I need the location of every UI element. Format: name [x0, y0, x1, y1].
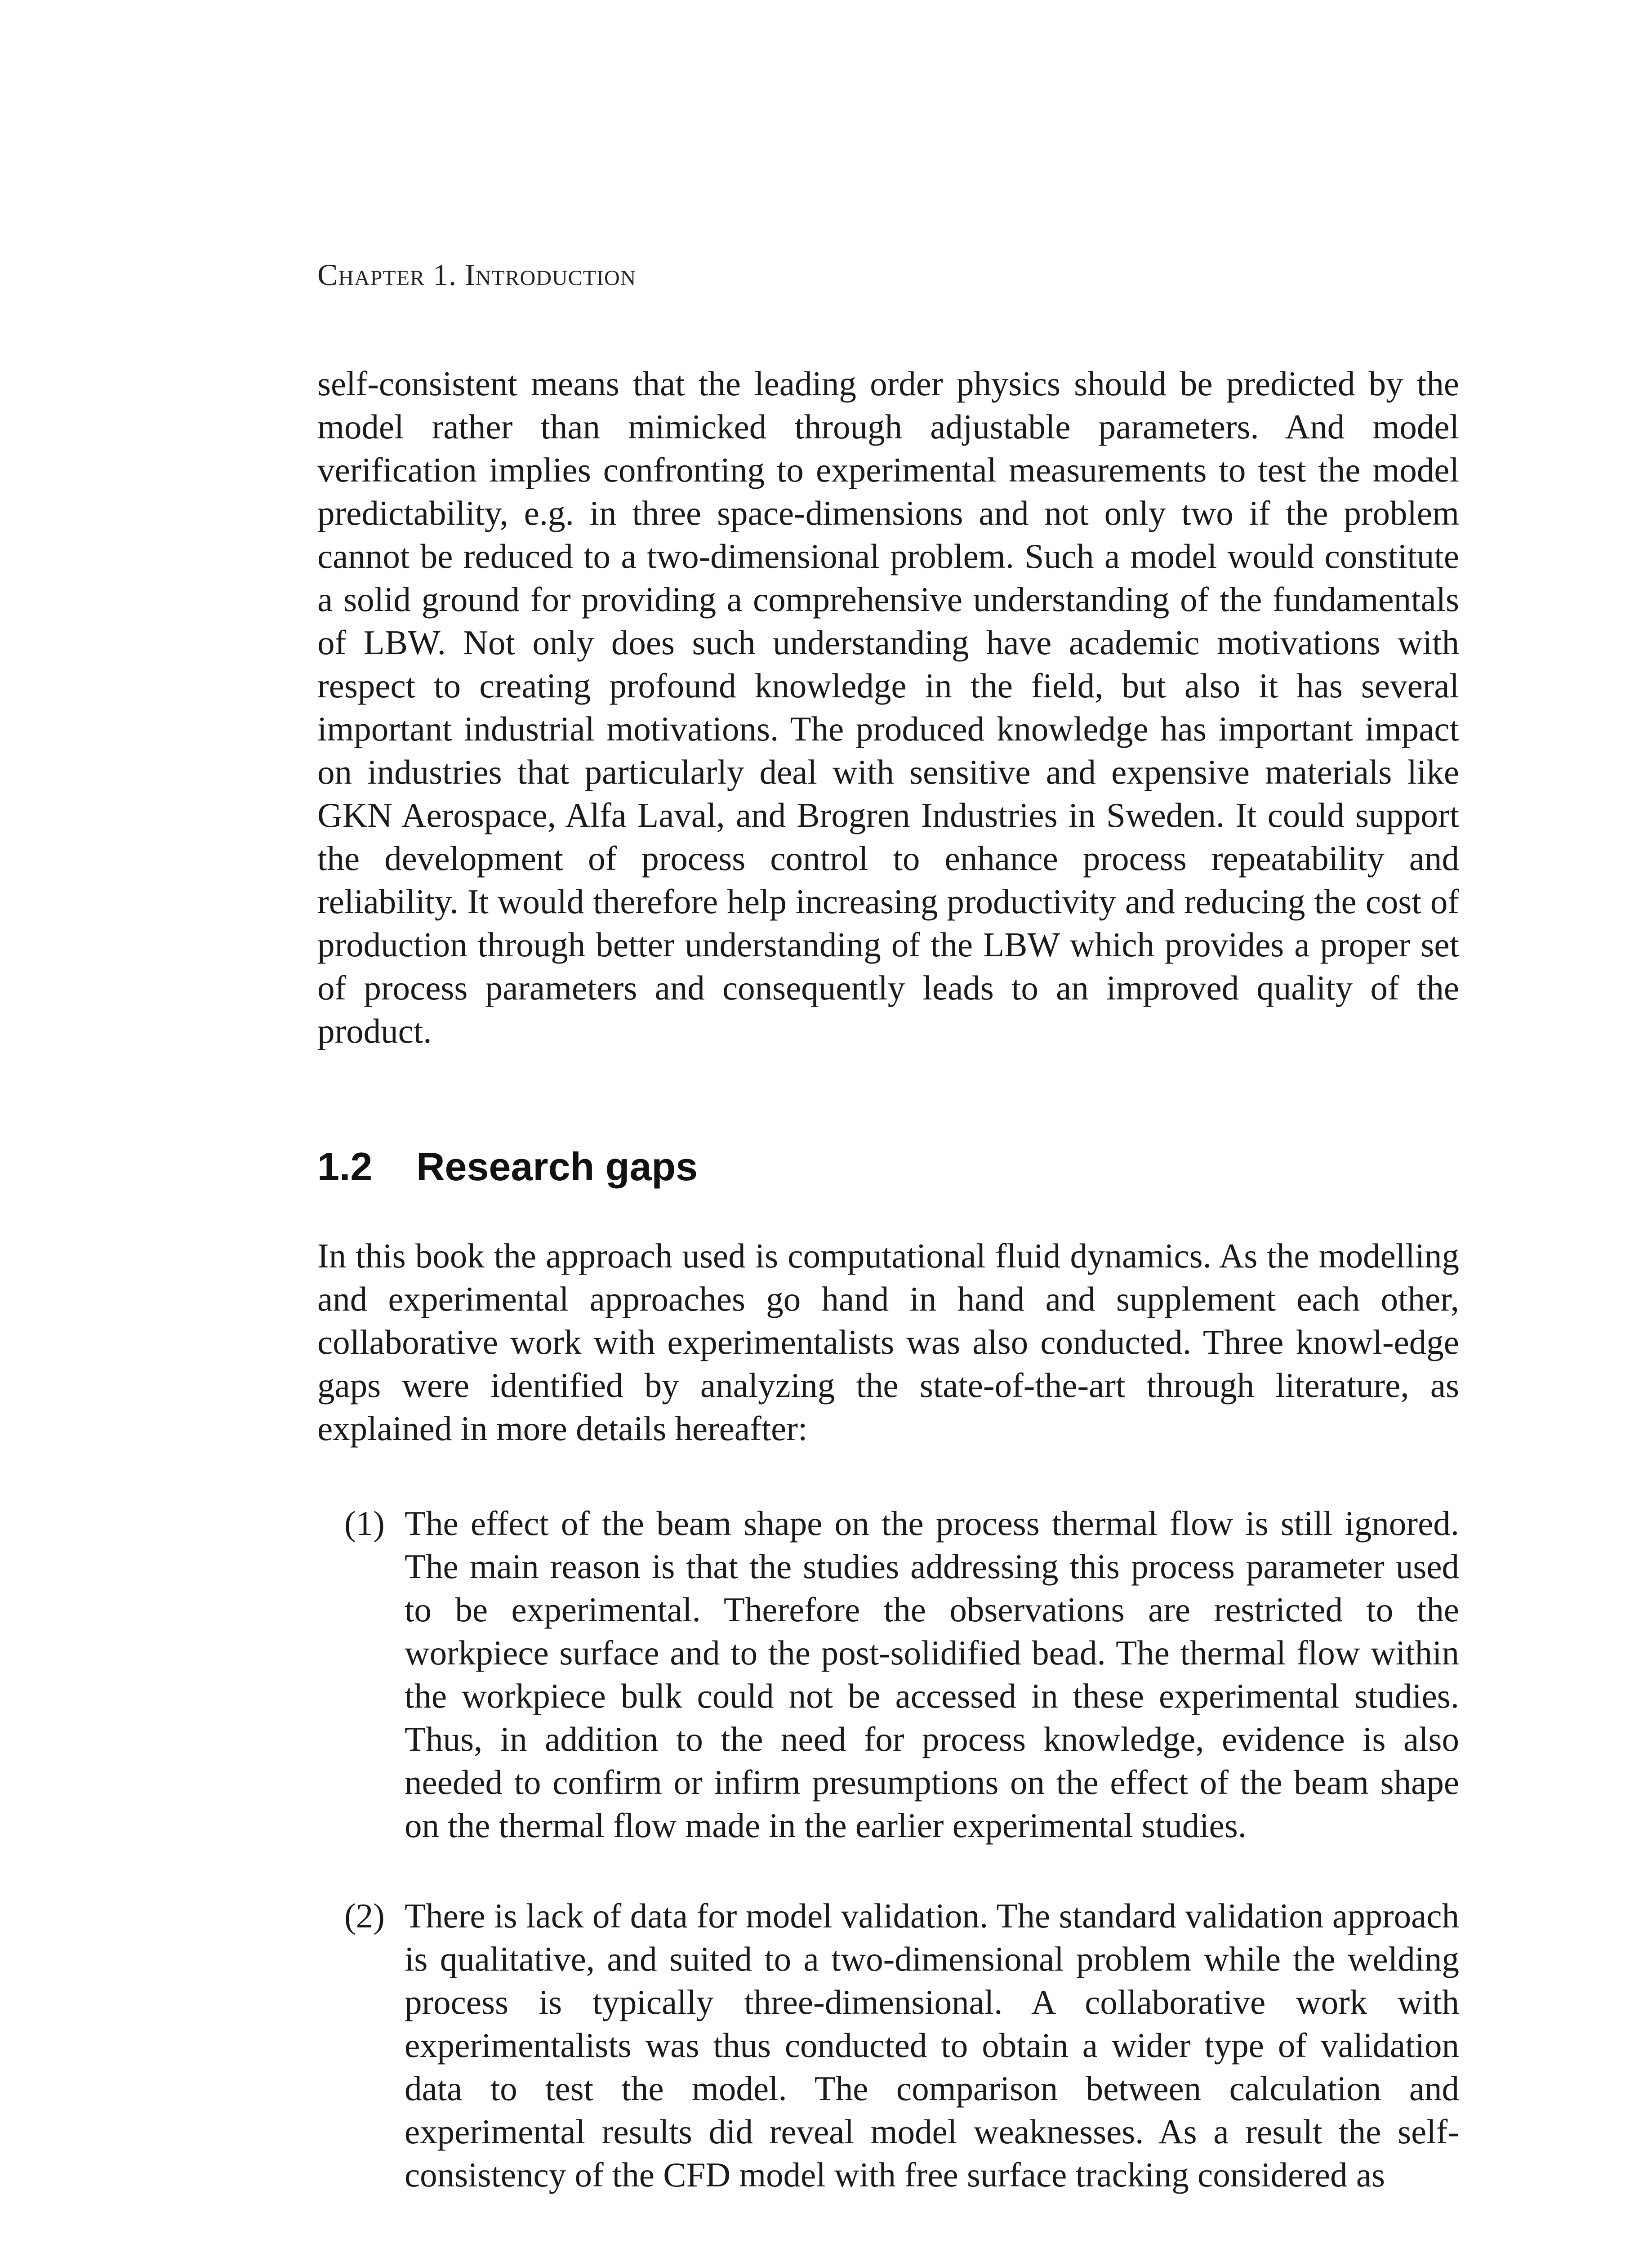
section-number: 1.2	[317, 1144, 373, 1189]
list-item	[344, 1894, 1459, 2196]
list-marker: (2)	[344, 1896, 385, 1935]
running-head: Chapter 1. Introduction	[317, 258, 637, 292]
body-paragraph-intro: self-consistent means that the leading order physics should be predicted by the model rather than mimicked through adjustable parameters. And model verification implies confronting to experimental measurements to test the model predictability, e.g. in three space-dimensions and not only two if the problem cannot be reduced to a two-dimensional problem. Such a model would constitute a solid ground for providing a comprehensive understanding of the fundamentals of LBW. Not only does such understanding have academic motivations with respect to creating profound knowledge in the field, but also it has several important industrial motivations. The produced knowledge has important impact on industries that particularly deal with sensitive and expensive materials like GKN Aerospace, Alfa Laval, and Brogren Industries in Sweden. It could support the development of process control to enhance process repeatability and reliability. It would therefore help increasing productivity and reducing the cost of production through better understanding of the LBW which provides a proper set of process parameters and consequently leads to an improved quality of the product.	[317, 364, 1459, 1050]
list-item-text: The effect of the beam shape on the process thermal flow is still ignored. The main reason is that the studies addressing this process parameter used to be experimental. Therefore the observations are restricted to the workpiece surface and to the post-solidified bead. The thermal flow within the workpiece bulk could not be accessed in these experimental studies. Thus, in addition to the need for process knowledge, evidence is also needed to confirm or infirm presumptions on the effect of the beam shape on the thermal flow made in the earlier experimental studies.	[405, 1504, 1459, 1845]
section-heading	[317, 1142, 698, 1191]
list-item-text: There is lack of data for model validation. The standard validation approach is qualitative, and suited to a two-dimensional problem while the welding process is typically three-dimensional. A collaborative work with experimentalists was thus conducted to obtain a wider type of validation data to test the model. The comparison between calculation and experimental results did reveal model weaknesses. As a result the self-consistency of the CFD model with free surface tracking considered as	[405, 1896, 1459, 2194]
list-item	[344, 1502, 1459, 1847]
list-marker: (1)	[344, 1504, 385, 1543]
body-paragraph-approach: In this book the approach used is computational fluid dynamics. As the modelling and experimental approaches go hand in hand and supplement each other, collaborative work with experimentalists was also conducted. Three knowl-edge gaps were identified by analyzing the state-of-the-art through literature, as explained in more details hereafter:	[317, 1236, 1459, 1448]
section-title: Research gaps	[416, 1144, 698, 1189]
